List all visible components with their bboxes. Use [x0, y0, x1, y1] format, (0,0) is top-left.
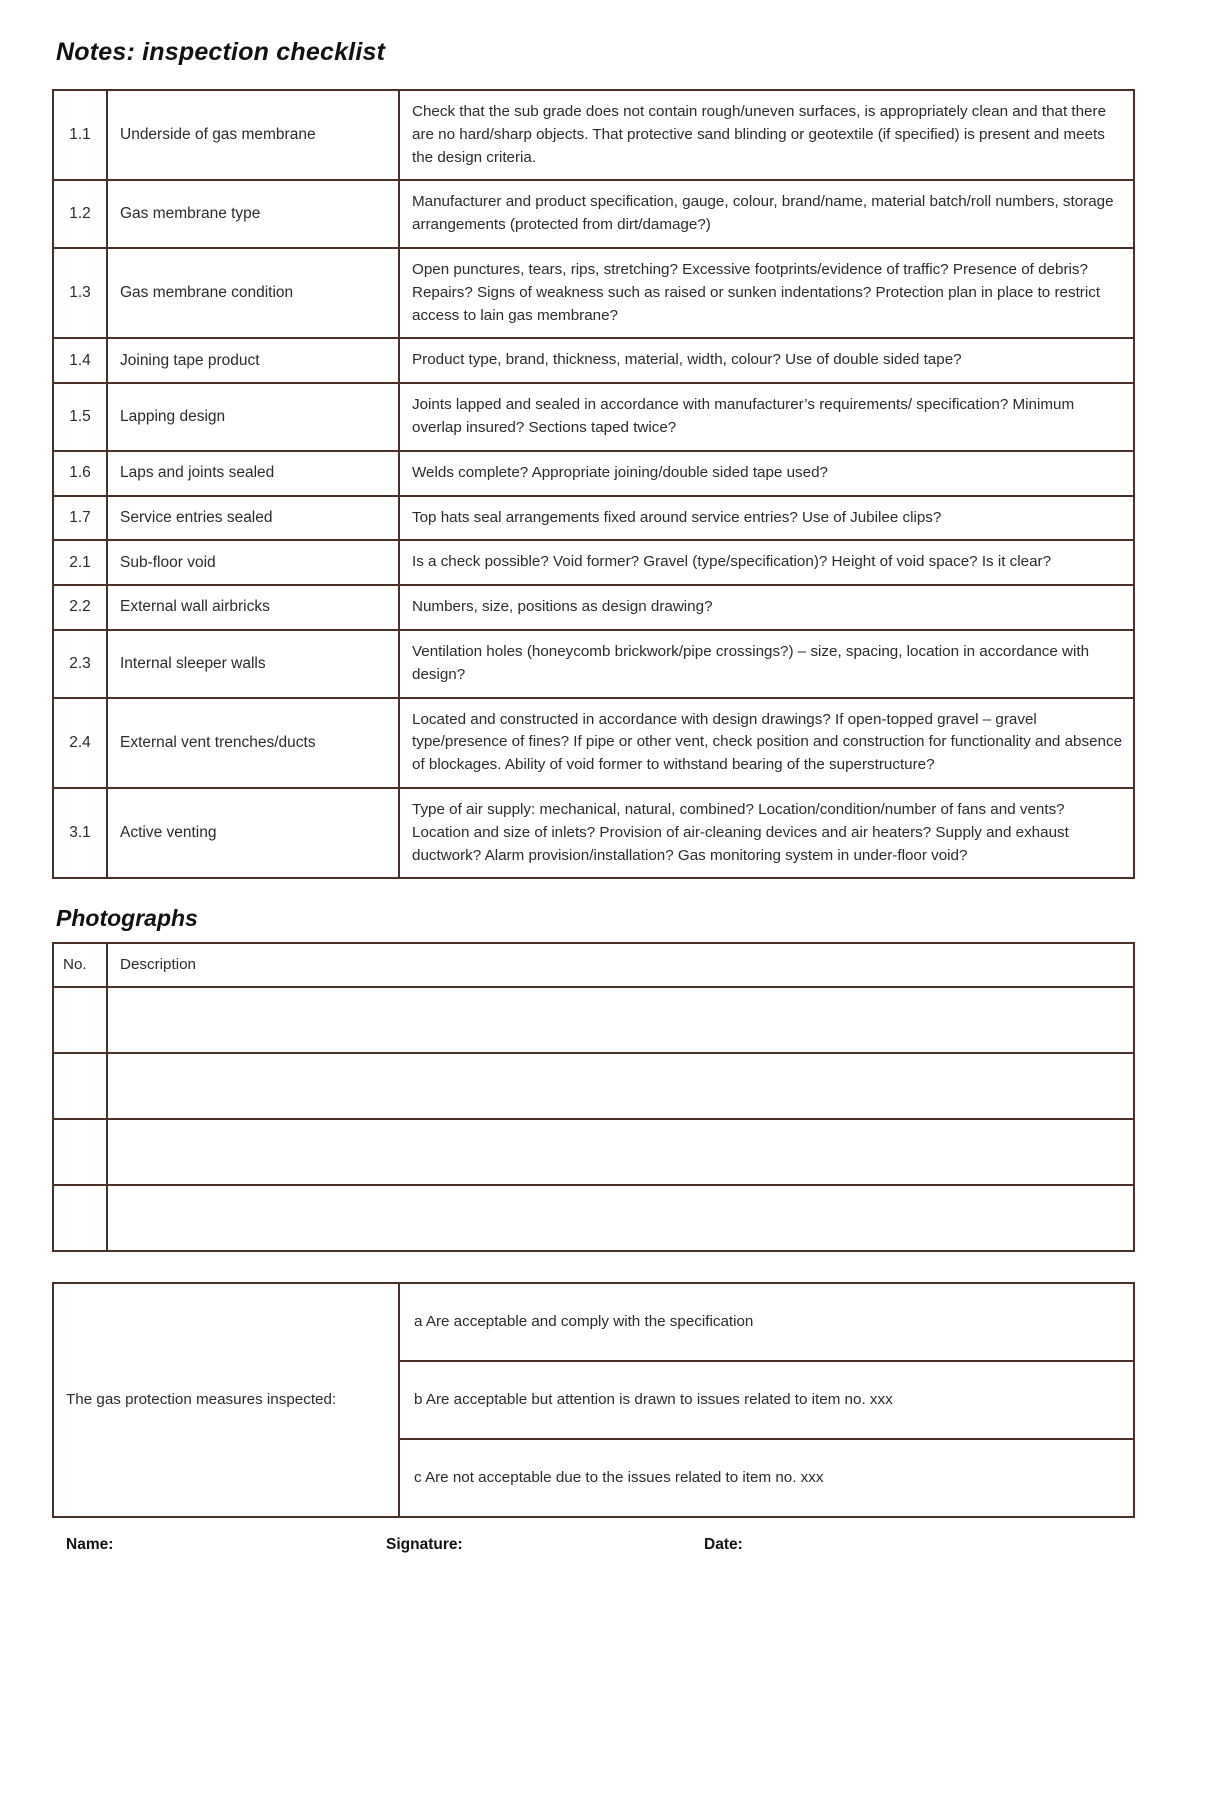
row-number: 1.3	[53, 248, 107, 338]
declaration-table	[52, 1282, 1135, 1518]
photo-description-cell[interactable]	[107, 1119, 1134, 1185]
table-row	[53, 90, 1134, 180]
photo-no-cell[interactable]	[53, 987, 107, 1053]
row-item: Sub-floor void	[107, 540, 399, 585]
table-row	[53, 451, 1134, 496]
row-item: Lapping design	[107, 383, 399, 451]
column-header-description: Description	[107, 943, 1134, 987]
row-item: External vent trenches/ducts	[107, 698, 399, 788]
row-number: 1.6	[53, 451, 107, 496]
table-row	[53, 338, 1134, 383]
row-item: Gas membrane type	[107, 180, 399, 248]
row-description: Is a check possible? Void former? Gravel (type/specification)? Height of void space? Is it clear?	[399, 540, 1134, 585]
date-label: Date:	[704, 1536, 743, 1554]
row-number: 2.1	[53, 540, 107, 585]
declaration-option-c[interactable]: c Are not acceptable due to the issues related to item no. xxx	[399, 1439, 1134, 1517]
photographs-body	[53, 987, 1134, 1251]
photo-no-cell[interactable]	[53, 1053, 107, 1119]
photographs-section-title: Photographs	[56, 905, 198, 932]
row-item: Joining tape product	[107, 338, 399, 383]
row-description: Manufacturer and product specification, gauge, colour, brand/name, material batch/roll numbers, storage arrangements (protected from dirt/damage?)	[399, 180, 1134, 248]
table-row	[53, 630, 1134, 698]
row-description: Check that the sub grade does not contain rough/uneven surfaces, is appropriately clean and that there are no hard/sharp objects. That protective sand blinding or geotextile (if specified) is present and meets the design criteria.	[399, 90, 1134, 180]
table-row	[53, 1119, 1134, 1185]
checklist-body	[53, 90, 1134, 878]
table-row	[53, 496, 1134, 541]
row-item: Service entries sealed	[107, 496, 399, 541]
row-item: Internal sleeper walls	[107, 630, 399, 698]
table-row	[53, 383, 1134, 451]
row-number: 1.2	[53, 180, 107, 248]
column-header-no: No.	[53, 943, 107, 987]
row-item: External wall airbricks	[107, 585, 399, 630]
table-row	[53, 1283, 1134, 1361]
row-description: Ventilation holes (honeycomb brickwork/pipe crossings?) – size, spacing, location in accordance with design?	[399, 630, 1134, 698]
row-number: 1.5	[53, 383, 107, 451]
inspection-checklist-table	[52, 89, 1135, 879]
declaration-label: The gas protection measures inspected:	[53, 1283, 399, 1517]
photo-description-cell[interactable]	[107, 1053, 1134, 1119]
signature-label: Signature:	[386, 1536, 463, 1554]
photo-no-cell[interactable]	[53, 1185, 107, 1251]
table-row	[53, 1185, 1134, 1251]
row-description: Product type, brand, thickness, material, width, colour? Use of double sided tape?	[399, 338, 1134, 383]
row-item: Active venting	[107, 788, 399, 878]
signature-row	[52, 1536, 1156, 1554]
row-item: Gas membrane condition	[107, 248, 399, 338]
photo-no-cell[interactable]	[53, 1119, 107, 1185]
row-item: Laps and joints sealed	[107, 451, 399, 496]
row-number: 1.7	[53, 496, 107, 541]
table-header-row	[53, 943, 1134, 987]
table-row	[53, 987, 1134, 1053]
row-description: Welds complete? Appropriate joining/double sided tape used?	[399, 451, 1134, 496]
row-number: 2.2	[53, 585, 107, 630]
row-description: Joints lapped and sealed in accordance with manufacturer’s requirements/ specification? Minimum overlap insured? Sections taped twice?	[399, 383, 1134, 451]
row-description: Top hats seal arrangements fixed around service entries? Use of Jubilee clips?	[399, 496, 1134, 541]
photo-description-cell[interactable]	[107, 1185, 1134, 1251]
table-row	[53, 698, 1134, 788]
page-title: Notes: inspection checklist	[56, 38, 386, 66]
row-description: Open punctures, tears, rips, stretching? Excessive footprints/evidence of traffic? Presence of debris? Repairs? Signs of weakness such as raised or sunken indentations? Protection plan in place to restrict access to lain gas membrane?	[399, 248, 1134, 338]
name-label: Name:	[66, 1536, 114, 1554]
row-item: Underside of gas membrane	[107, 90, 399, 180]
photo-description-cell[interactable]	[107, 987, 1134, 1053]
table-row	[53, 1053, 1134, 1119]
table-row	[53, 585, 1134, 630]
table-row	[53, 540, 1134, 585]
row-number: 1.1	[53, 90, 107, 180]
table-row	[53, 248, 1134, 338]
declaration-option-a[interactable]: a Are acceptable and comply with the specification	[399, 1283, 1134, 1361]
row-number: 2.3	[53, 630, 107, 698]
row-description: Located and constructed in accordance with design drawings? If open-topped gravel – gravel type/presence of fines? If pipe or other vent, check position and construction for functionality and absence of blockages. Ability of void former to withstand bearing of the superstructure?	[399, 698, 1134, 788]
declaration-option-b[interactable]: b Are acceptable but attention is drawn to issues related to item no. xxx	[399, 1361, 1134, 1439]
declaration-body	[53, 1283, 1134, 1517]
table-row	[53, 788, 1134, 878]
row-number: 1.4	[53, 338, 107, 383]
photographs-header	[53, 943, 1134, 987]
row-description: Type of air supply: mechanical, natural, combined? Location/condition/number of fans and vents? Location and size of inlets? Provision of air-cleaning devices and air heaters? Supply and exhaust ductwork? Alarm provision/installation? Gas monitoring system in under-floor void?	[399, 788, 1134, 878]
photographs-table	[52, 942, 1135, 1252]
table-row	[53, 180, 1134, 248]
row-description: Numbers, size, positions as design drawing?	[399, 585, 1134, 630]
row-number: 3.1	[53, 788, 107, 878]
row-number: 2.4	[53, 698, 107, 788]
